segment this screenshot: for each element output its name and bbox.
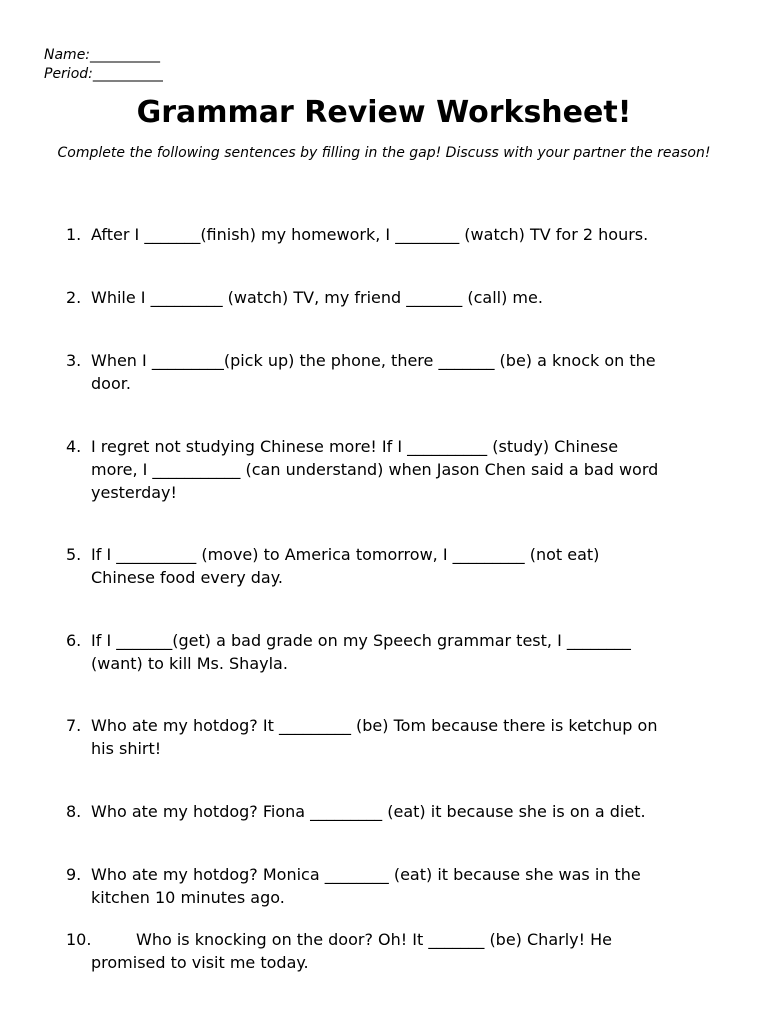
question-text: Who ate my hotdog? It _________ (be) Tom because there is ketchup on his shirt! — [91, 716, 658, 758]
question-item — [66, 223, 726, 246]
student-info — [44, 46, 163, 84]
question-item — [66, 629, 726, 675]
question-item — [66, 349, 726, 395]
question-text: I regret not studying Chinese more! If I __________ (study) Chinese more, I ___________ (can understand) when Jason Chen said a bad word yesterday! — [91, 437, 659, 502]
question-item — [66, 543, 726, 589]
question-item — [66, 435, 726, 504]
question-number: 7. — [66, 716, 82, 735]
instructions: Complete the following sentences by filling in the gap! Discuss with your partner the reason! — [57, 145, 711, 161]
question-number: 8. — [66, 802, 82, 821]
question-number: 3. — [66, 351, 82, 370]
question-text: Who ate my hotdog? Monica ________ (eat) it because she was in the kitchen 10 minutes ago. — [91, 865, 641, 907]
question-number: 1. — [66, 225, 82, 244]
page-title: Grammar Review Worksheet! — [136, 95, 632, 130]
question-item — [66, 863, 726, 909]
question-number: 2. — [66, 288, 82, 307]
question-text: After I _______(finish) my homework, I ________ (watch) TV for 2 hours. — [91, 225, 649, 244]
question-item — [66, 928, 726, 974]
question-number: 4. — [66, 437, 82, 456]
question-number: 10. — [66, 930, 92, 949]
question-text: When I _________(pick up) the phone, there _______ (be) a knock on the door. — [91, 351, 656, 393]
period-field: Period:__________ — [44, 66, 163, 82]
question-item — [66, 800, 726, 823]
question-number: 6. — [66, 631, 82, 650]
question-text: If I _______(get) a bad grade on my Speech grammar test, I ________ (want) to kill Ms. Shayla. — [91, 631, 631, 673]
question-text: Who is knocking on the door? Oh! It _______ (be) Charly! He promised to visit me today. — [91, 930, 612, 972]
question-number: 5. — [66, 545, 82, 564]
question-item — [66, 286, 726, 309]
question-text: Who ate my hotdog? Fiona _________ (eat) it because she is on a diet. — [91, 802, 646, 821]
question-item — [66, 714, 726, 760]
question-number: 9. — [66, 865, 82, 884]
name-field: Name:__________ — [44, 47, 161, 63]
question-text: If I __________ (move) to America tomorrow, I _________ (not eat) Chinese food every day. — [91, 545, 600, 587]
question-text: While I _________ (watch) TV, my friend _______ (call) me. — [91, 288, 543, 307]
